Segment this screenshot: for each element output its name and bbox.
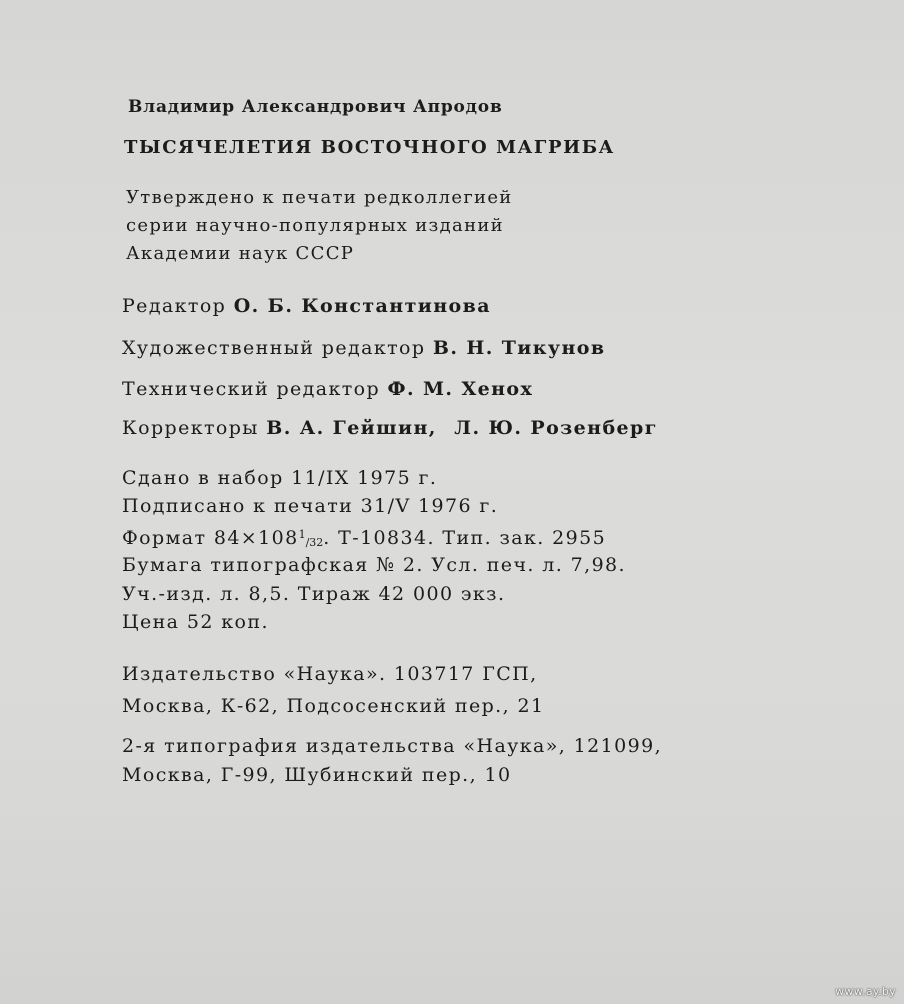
tech-editor-line [122, 377, 533, 401]
circulation-line: Уч.-изд. л. 8,5. Тираж 42 000 экз. [122, 583, 506, 605]
art-editor-line [122, 336, 605, 360]
site-watermark: www.ay.by [835, 985, 896, 998]
format-fraction-numerator: 1 [298, 528, 306, 541]
tech-editor-label: Технический редактор [122, 378, 381, 400]
art-editor-label: Художественный редактор [122, 337, 426, 359]
signed-line: Подписано к печати 31/V 1976 г. [122, 495, 499, 517]
correctors-line [122, 416, 658, 440]
price-line: Цена 52 коп. [122, 611, 269, 633]
tech-editor-name: Ф. М. Хенох [387, 378, 534, 400]
art-editor-name: В. Н. Тикунов [432, 337, 606, 359]
corrector-name-1: В. А. Гейшин, [266, 417, 437, 439]
editor-name: О. Б. Константинова [233, 295, 491, 317]
approval-line-2: серии научно-популярных изданий [126, 215, 504, 236]
format-prefix: Формат 84×108 [122, 527, 299, 549]
format-suffix: . Т-10834. Тип. зак. 2955 [323, 527, 607, 549]
editor-line [122, 294, 491, 318]
approval-line-3: Академии наук СССР [126, 243, 355, 264]
correctors-label: Корректоры [122, 417, 259, 439]
corrector-name-2: Л. Ю. Розенберг [454, 417, 658, 439]
printer-line-1: 2-я типография издательства «Наука», 121099, [122, 735, 663, 757]
submitted-line: Сдано в набор 11/IX 1975 г. [122, 467, 438, 489]
approval-line-1: Утверждено к печати редколлегией [126, 187, 513, 208]
paper-line: Бумага типографская № 2. Усл. печ. л. 7,98. [122, 554, 626, 576]
publisher-line-2: Москва, К-62, Подсосенский пер., 21 [122, 695, 545, 717]
editor-label: Редактор [122, 295, 227, 317]
format-line [122, 523, 606, 555]
format-fraction-denominator: /32 [305, 536, 324, 549]
author-name: Владимир Александрович Апродов [128, 97, 503, 117]
publisher-line-1: Издательство «Наука». 103717 ГСП, [122, 663, 538, 685]
book-title: ТЫСЯЧЕЛЕТИЯ ВОСТОЧНОГО МАГРИБА [124, 137, 615, 158]
printer-line-2: Москва, Г-99, Шубинский пер., 10 [122, 764, 512, 786]
